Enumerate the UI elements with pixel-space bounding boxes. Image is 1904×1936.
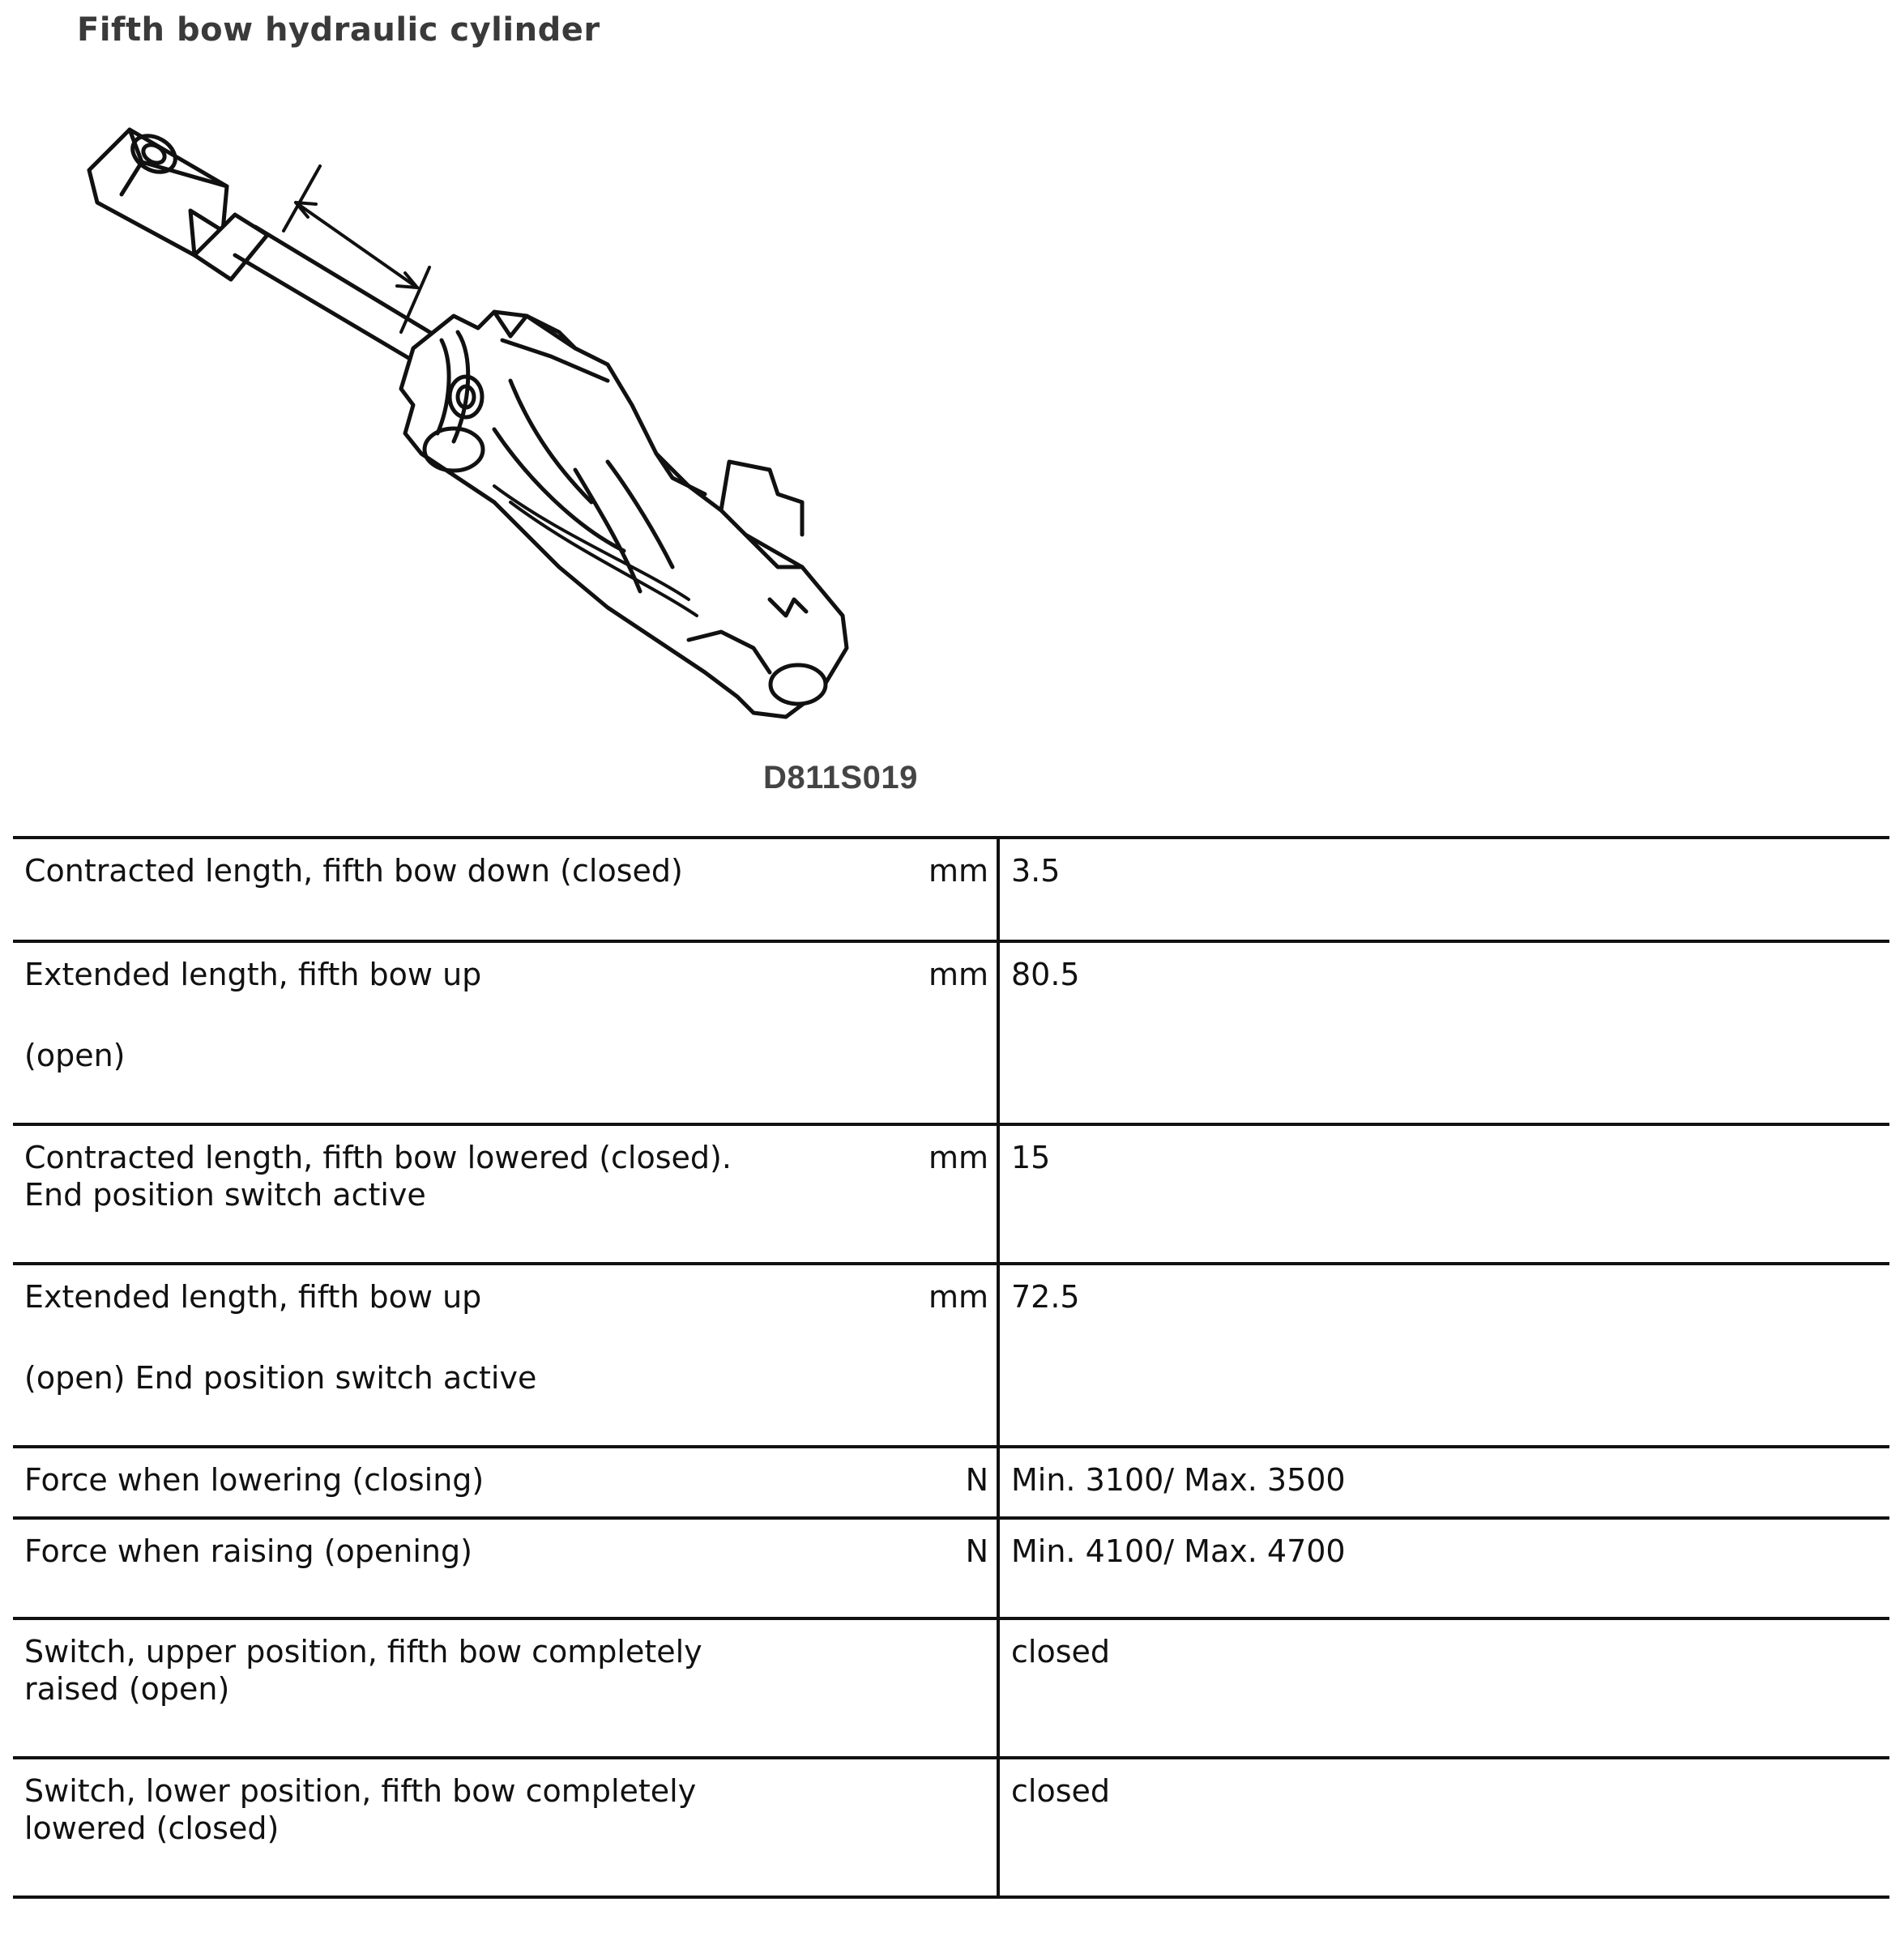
spec-unit: N (904, 1518, 998, 1618)
spec-label: Extended length, fifth bow up (open) (13, 941, 904, 1124)
table-row (13, 1758, 1889, 1897)
table-row (13, 1264, 1889, 1447)
table-row (13, 1618, 1889, 1758)
spec-value: 3.5 (998, 838, 1889, 941)
spec-value: 15 (998, 1124, 1889, 1264)
spec-value: closed (998, 1758, 1889, 1897)
spec-unit: N (904, 1447, 998, 1518)
spec-unit (904, 1758, 998, 1897)
spec-label: Force when lowering (closing) (13, 1447, 904, 1518)
spec-label: Switch, upper position, fifth bow completely raised (open) (13, 1618, 904, 1758)
spec-unit: mm (904, 1264, 998, 1447)
spec-unit: mm (904, 1124, 998, 1264)
table-row (13, 1518, 1889, 1618)
spec-label: Force when raising (opening) (13, 1518, 904, 1618)
spec-value: 72.5 (998, 1264, 1889, 1447)
spec-label: Contracted length, fifth bow lowered (closed). End position switch active (13, 1124, 904, 1264)
spec-value: 80.5 (998, 941, 1889, 1124)
spec-unit: mm (904, 941, 998, 1124)
table-row (13, 838, 1889, 941)
spec-value: closed (998, 1618, 1889, 1758)
page-title: Fifth bow hydraulic cylinder (77, 11, 600, 49)
hydraulic-cylinder-illustration (73, 113, 891, 761)
table-row (13, 1447, 1889, 1518)
spec-label: Extended length, fifth bow up (open) End position switch active (13, 1264, 904, 1447)
specifications-table (13, 836, 1889, 1899)
figure-code: D811S019 (763, 760, 918, 795)
spec-unit (904, 1618, 998, 1758)
spec-value: Min. 3100/ Max. 3500 (998, 1447, 1889, 1518)
dimension-arrow (284, 166, 429, 332)
table-row (13, 1124, 1889, 1264)
cylinder-body (401, 312, 847, 717)
spec-value: Min. 4100/ Max. 4700 (998, 1518, 1889, 1618)
table-row (13, 941, 1889, 1124)
spec-label: Switch, lower position, fifth bow completely lowered (closed) (13, 1758, 904, 1897)
spec-unit: mm (904, 838, 998, 941)
clevis-head (89, 129, 227, 255)
spec-label: Contracted length, fifth bow down (closed) (13, 838, 904, 941)
